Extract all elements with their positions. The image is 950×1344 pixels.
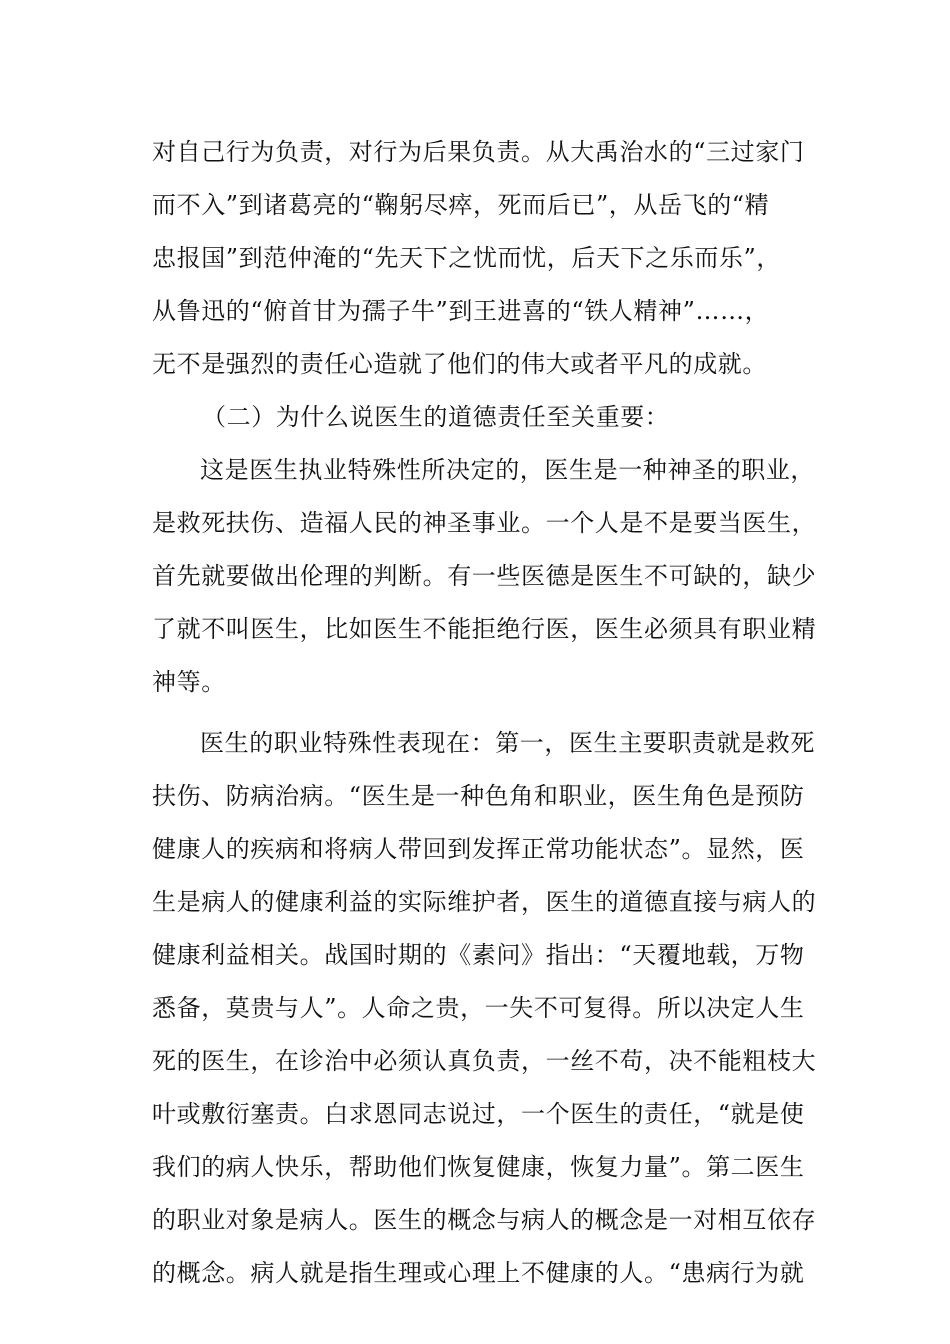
text-line: 忠报国”到范仲淹的“先天下之忧而忧，后天下之乐而乐”， <box>152 244 782 272</box>
text-line: 对自己行为负责，对行为后果负责。从大禹治水的“三过家门 <box>152 138 805 166</box>
text-line: 是救死扶伤、造福人民的神圣事业。一个人是不是要当医生， <box>152 509 817 537</box>
text-line: 健康人的疾病和将病人带回到发挥正常功能状态”。显然，医 <box>152 835 805 863</box>
text-line: 从鲁迅的“俯首甘为孺子牛”到王进喜的“铁人精神”……， <box>152 297 770 325</box>
paragraph-gap <box>152 709 802 717</box>
text-line: 扶伤、防病治病。“医生是一种色角和职业，医生角色是预防 <box>152 782 805 810</box>
text-line: 死的医生，在诊治中必须认真负责，一丝不苟，决不能粗枝大 <box>152 1047 817 1075</box>
text-line: 这是医生执业特殊性所决定的，医生是一种神圣的职业， <box>200 456 815 484</box>
section-heading: （二）为什么说医生的道德责任至关重要： <box>202 403 670 431</box>
text-line: 的概念。病人就是指生理或心理上不健康的人。“患病行为就 <box>152 1259 805 1287</box>
text-line: 叶或敷衍塞责。白求恩同志说过，一个医生的责任，“就是使 <box>152 1100 805 1128</box>
text-line: 了就不叫医生，比如医生不能拒绝行医，医生必须具有职业精 <box>152 615 817 643</box>
text-line: 神等。 <box>152 668 226 696</box>
text-line: 的职业对象是病人。医生的概念与病人的概念是一对相互依存 <box>152 1206 817 1234</box>
text-line: 而不入”到诸葛亮的“鞠躬尽瘁，死而后已”，从岳飞的“精 <box>152 191 770 219</box>
text-line: 我们的病人快乐，帮助他们恢复健康，恢复力量”。第二医生 <box>152 1153 805 1181</box>
document-body <box>152 126 817 1300</box>
text-line: 悉备，莫贵与人”。人命之贵，一失不可复得。所以决定人生 <box>152 994 805 1022</box>
text-line: 无不是强烈的责任心造就了他们的伟大或者平凡的成就。 <box>152 350 767 378</box>
text-line: 生是病人的健康利益的实际维护者，医生的道德直接与病人的 <box>152 888 817 916</box>
text-line: 首先就要做出伦理的判断。有一些医德是医生不可缺的，缺少 <box>152 562 817 590</box>
text-line: 医生的职业特殊性表现在：第一，医生主要职责就是救死 <box>200 729 815 757</box>
text-line: 健康利益相关。战国时期的《素问》指出：“天覆地载，万物 <box>152 941 805 969</box>
